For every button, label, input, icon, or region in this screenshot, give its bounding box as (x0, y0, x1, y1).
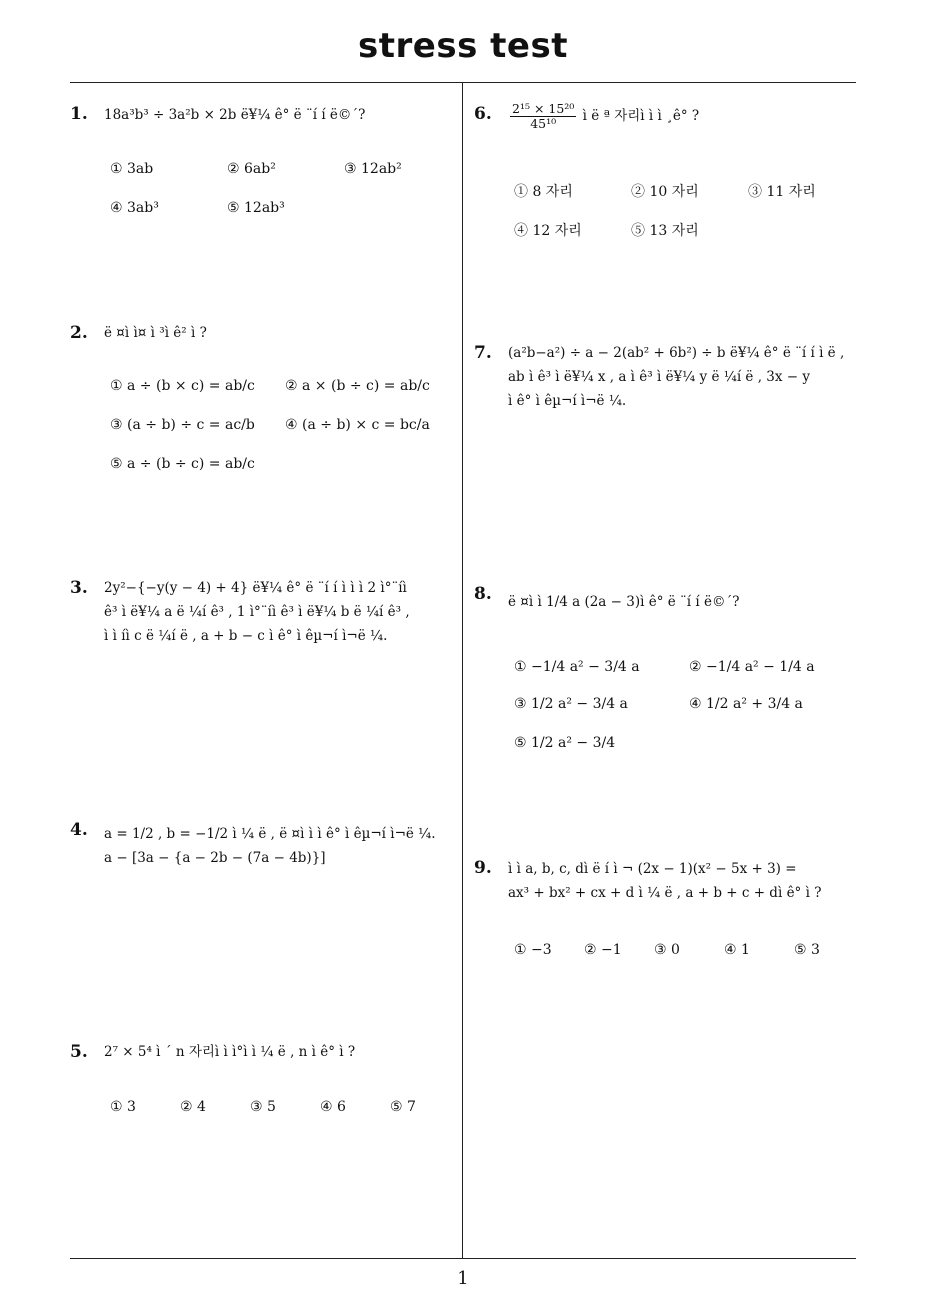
question-3-line-3: ì ì íì c ë ¼í ë , a + b − c ì ê° ì êµ¬í ì¬ë ¼. (104, 628, 388, 644)
question-5-option-5[interactable]: ⑤ 7 (390, 1099, 416, 1115)
question-2-option-3[interactable]: ③ (a ÷ b) ÷ c = ac/b (110, 417, 255, 433)
question-4-number: 4. (70, 820, 88, 840)
question-8-option-4[interactable]: ④ 1/2 a² + 3/4 a (689, 696, 803, 712)
question-6-text (508, 102, 853, 131)
footer-rule (70, 1258, 856, 1259)
question-3-text (104, 576, 459, 648)
question-5-option-1[interactable]: ① 3 (110, 1099, 136, 1115)
question-5-option-3[interactable]: ③ 5 (250, 1099, 276, 1115)
question-1-option-5[interactable]: ⑤ 12ab³ (227, 200, 285, 216)
question-7-line-1: (a²b−a²) ÷ a − 2(ab² + 6b²) ÷ b ë¥¼ ê° ë ¨í í ì ë , (508, 345, 845, 361)
question-9-option-4[interactable]: ④ 1 (724, 942, 750, 958)
question-9-line-1: ì ì a, b, c, dì ë í ì ¬ (2x − 1)(x² − 5x + 3) = (508, 861, 797, 877)
question-8-option-2[interactable]: ② −1/4 a² − 1/4 a (689, 659, 815, 675)
question-1-text: 18a³b³ ÷ 3a²b × 2b ë¥¼ ê° ë ¨í í ë©´? (104, 107, 366, 123)
column-divider (462, 83, 463, 1259)
question-9-number: 9. (474, 858, 492, 878)
header-rule (70, 82, 856, 83)
question-6-number: 6. (474, 104, 492, 124)
question-4-line-2: a − [3a − {a − 2b − (7a − 4b)}] (104, 850, 326, 866)
question-3-line-1: 2y²−{−y(y − 4) + 4} ë¥¼ ê° ë ¨í í ì ì ì 2 ì°¨íì (104, 580, 407, 596)
question-4-line-1: a = 1/2 , b = −1/2 ì ¼ ë , ë ¤ì ì ì ê° ì êµ¬í ì¬ë ¼. (104, 826, 436, 842)
question-9-option-5[interactable]: ⑤ 3 (794, 942, 820, 958)
question-5-option-2[interactable]: ② 4 (180, 1099, 206, 1115)
question-2-option-4[interactable]: ④ (a ÷ b) × c = bc/a (285, 417, 430, 433)
question-9-option-2[interactable]: ② −1 (584, 942, 622, 958)
question-9-option-3[interactable]: ③ 0 (654, 942, 680, 958)
question-1-option-3[interactable]: ③ 12ab² (344, 161, 402, 177)
question-8-number: 8. (474, 584, 492, 604)
question-6-fraction-den: 45¹⁰ (530, 116, 557, 131)
question-6-option-3[interactable]: ③ 11 자리 (748, 184, 816, 200)
question-7-line-2: ab ì ê³ ì ë¥¼ x , a ì ê³ ì ë¥¼ y ë ¼í ë , 3x − y (508, 369, 811, 385)
question-9-line-2: ax³ + bx² + cx + d ì ¼ ë , a + b + c + dì ê° ì ? (508, 885, 822, 901)
question-1-option-2[interactable]: ② 6ab² (227, 161, 276, 177)
question-6-text-body: ì ë ª 자리ì ì ì ¸ê° ? (582, 108, 700, 124)
question-7-line-3: ì ê° ì êµ¬í ì¬ë ¼. (508, 393, 627, 409)
question-2-text: ë ¤ì ì¤ ì ³ì ê² ì ? (104, 325, 207, 341)
question-2-number: 2. (70, 323, 88, 343)
question-2-option-2[interactable]: ② a × (b ÷ c) = ab/c (285, 378, 430, 394)
question-9-text (508, 857, 858, 905)
page-number: 1 (457, 1268, 469, 1289)
question-5-option-4[interactable]: ④ 6 (320, 1099, 346, 1115)
question-6-option-1[interactable]: ① 8 자리 (514, 184, 573, 200)
question-8-text: ë ¤ì ì 1/4 a (2a − 3)ì ê° ë ¨í í ë©´? (508, 594, 740, 610)
question-8-option-1[interactable]: ① −1/4 a² − 3/4 a (514, 659, 640, 675)
question-9-option-1[interactable]: ① −3 (514, 942, 552, 958)
question-6-option-5[interactable]: ⑤ 13 자리 (631, 223, 699, 239)
question-3-line-2: ê³ ì ë¥¼ a ë ¼í ê³ , 1 ì°¨íì ê³ ì ë¥¼ b ë ¼í ê³ , (104, 604, 410, 620)
question-2-option-5[interactable]: ⑤ a ÷ (b ÷ c) = ab/c (110, 456, 255, 472)
question-1-option-4[interactable]: ④ 3ab³ (110, 200, 159, 216)
question-6-option-4[interactable]: ④ 12 자리 (514, 223, 582, 239)
question-7-number: 7. (474, 343, 492, 363)
question-1-option-1[interactable]: ① 3ab (110, 161, 154, 177)
question-6-fraction-num: 2¹⁵ × 15²⁰ (512, 101, 575, 116)
question-5-text: 2⁷ × 5⁴ ì ´ n 자리ì ì ì°ì ì ¼ ë , n ì ê° ì ? (104, 1044, 356, 1060)
question-3-number: 3. (70, 578, 88, 598)
question-2-option-1[interactable]: ① a ÷ (b × c) = ab/c (110, 378, 255, 394)
question-1-number: 1. (70, 104, 88, 124)
question-8-option-5[interactable]: ⑤ 1/2 a² − 3/4 (514, 735, 616, 751)
question-7-text (508, 341, 858, 413)
question-8-option-3[interactable]: ③ 1/2 a² − 3/4 a (514, 696, 628, 712)
question-6-option-2[interactable]: ② 10 자리 (631, 184, 699, 200)
question-5-number: 5. (70, 1042, 88, 1062)
question-6-fraction (510, 102, 576, 131)
question-4-text (104, 822, 459, 870)
page-title: stress test (358, 26, 568, 66)
